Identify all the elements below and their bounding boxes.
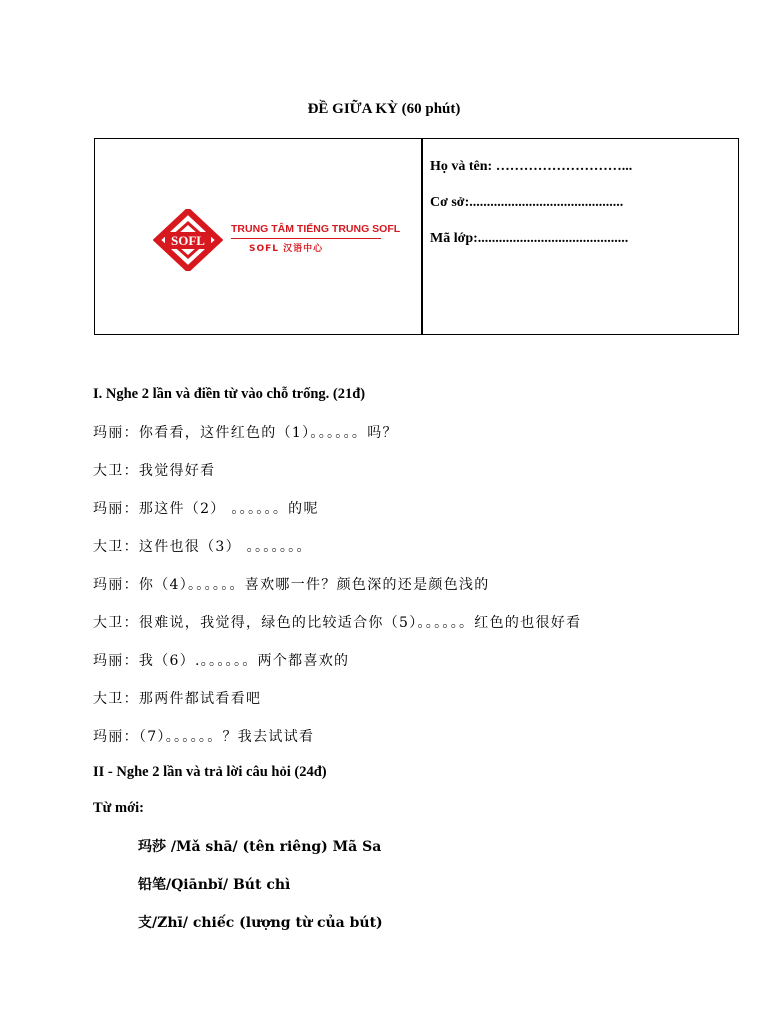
logo-mark-text: SOFL — [171, 233, 205, 248]
header-box — [94, 138, 739, 335]
sofl-logo — [153, 209, 401, 271]
field-campus: Cơ sở:............................................ — [430, 195, 624, 210]
dialogue-line: 玛丽：（7）。。。。。。？我去试试看 — [93, 729, 315, 745]
exam-title: ĐỀ GIỮA KỲ (60 phút) — [307, 101, 461, 117]
vocab-item: 玛莎 /Mǎ shā/ (tên riêng) Mã Sa — [138, 839, 382, 855]
dialogue-line: 玛丽：你看看，这件红色的（1）。。。。。。吗？ — [93, 425, 398, 441]
dialogue-line: 玛丽：你（4）。。。。。。喜欢哪一件？颜色深的还是颜色浅的 — [93, 577, 490, 593]
dialogue-line: 大卫：那两件都试看看吧 — [93, 691, 262, 707]
sofl-logo-mark-icon — [153, 209, 223, 271]
logo-sub: SOFL 汉语中心 — [249, 244, 324, 254]
field-class-code: Mã lớp:........................................... — [430, 231, 629, 246]
logo-name: TRUNG TÂM TIẾNG TRUNG SOFL — [231, 223, 401, 235]
dialogue-line: 玛丽：我（6）.。。。。。。两个都喜欢的 — [93, 653, 350, 669]
dialogue-line: 大卫：这件也很（3） 。。。。。。。 — [93, 539, 312, 555]
vocab-item: 铅笔/Qiānbǐ/ Bút chì — [138, 877, 291, 893]
logo-rule — [231, 238, 381, 239]
vocab-item: 支/Zhī/ chiếc (lượng từ của bút) — [138, 915, 383, 931]
section1-heading: I. Nghe 2 lần và điền từ vào chỗ trống. (21đ) — [93, 386, 366, 402]
header-divider — [421, 139, 423, 334]
dialogue-line: 大卫：我觉得好看 — [93, 463, 216, 479]
new-words-label: Từ mới: — [93, 800, 144, 816]
dialogue-line: 大卫：很难说，我觉得，绿色的比较适合你（5）。。。。。。红色的也很好看 — [93, 615, 582, 631]
field-name: Họ và tên: ………………………... — [430, 159, 633, 174]
dialogue-line: 玛丽：那这件（2） 。。。。。。的呢 — [93, 501, 319, 517]
section2-heading: II - Nghe 2 lần và trả lời câu hỏi (24đ) — [93, 764, 327, 780]
